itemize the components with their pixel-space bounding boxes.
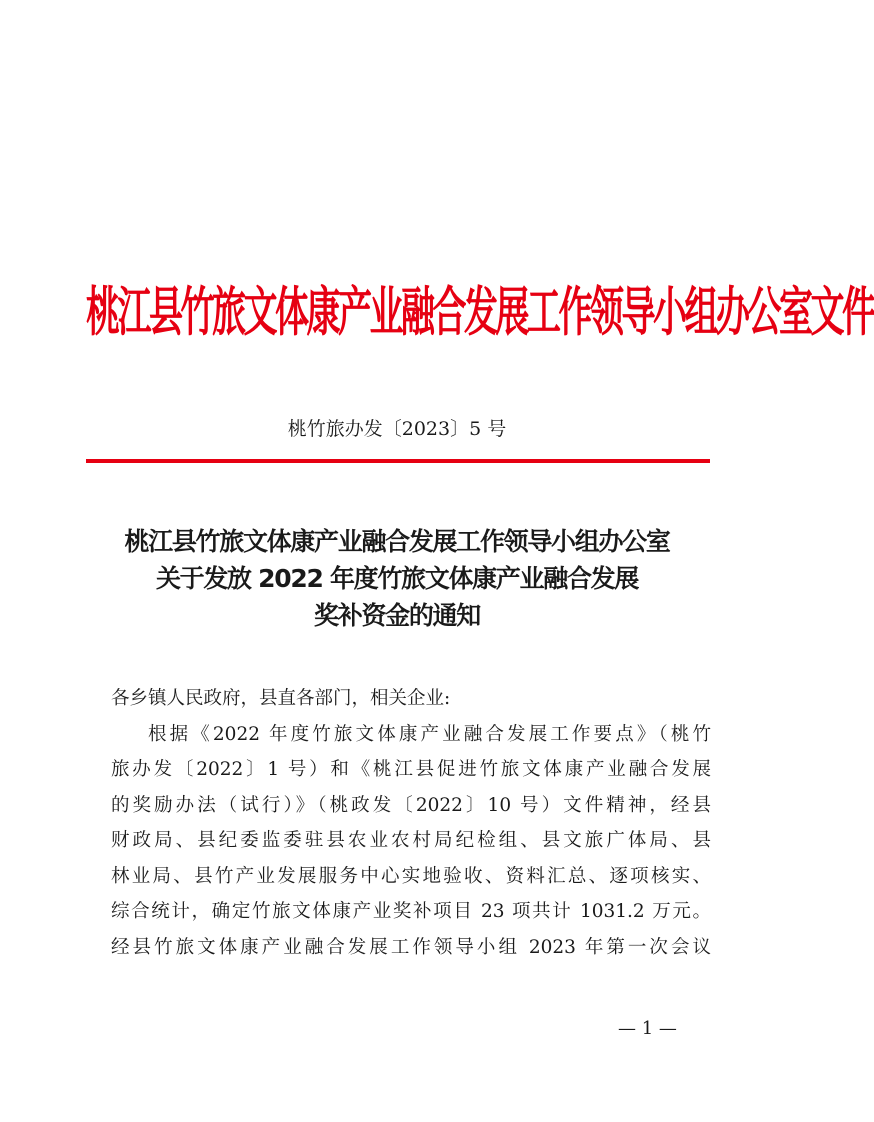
body-line: 林业局、县竹产业发展服务中心实地验收、资料汇总、逐项核实、 [111, 865, 711, 887]
notice-title-line: 奖补资金的通知 [314, 601, 480, 630]
body-line: 综合统计，确定竹旅文体康产业奖补项目 23 项共计 1031.2 万元。 [111, 901, 711, 922]
salutation: 各乡镇人民政府，县直各部门，相关企业: [111, 688, 451, 709]
document-number: 桃竹旅办发〔2023〕5 号 [287, 418, 507, 440]
issuer-header-title: 桃江县竹旅文体康产业融合发展工作领导小组办公室文件 [86, 282, 874, 344]
body-line: 经县竹旅文体康产业融合发展工作领导小组 2023 年第一次会议 [111, 936, 711, 958]
notice-title-line: 关于发放 2022 年度竹旅文体康产业融合发展 [155, 564, 639, 593]
body-line: 根据《2022 年度竹旅文体康产业融合发展工作要点》（桃竹 [148, 723, 711, 745]
notice-body [111, 681, 711, 965]
page-number: — 1 — [618, 1018, 677, 1039]
body-line: 财政局、县纪委监委驻县农业农村局纪检组、县文旅广体局、县 [111, 830, 711, 851]
notice-title [86, 523, 708, 634]
body-line: 的奖励办法（试行）》（桃政发〔2022〕10 号）文件精神，经县 [111, 794, 711, 816]
red-separator-line [86, 459, 710, 463]
body-line: 旅办发〔2022〕1 号）和《桃江县促进竹旅文体康产业融合发展 [111, 759, 711, 780]
notice-title-line: 桃江县竹旅文体康产业融合发展工作领导小组办公室 [124, 527, 670, 556]
